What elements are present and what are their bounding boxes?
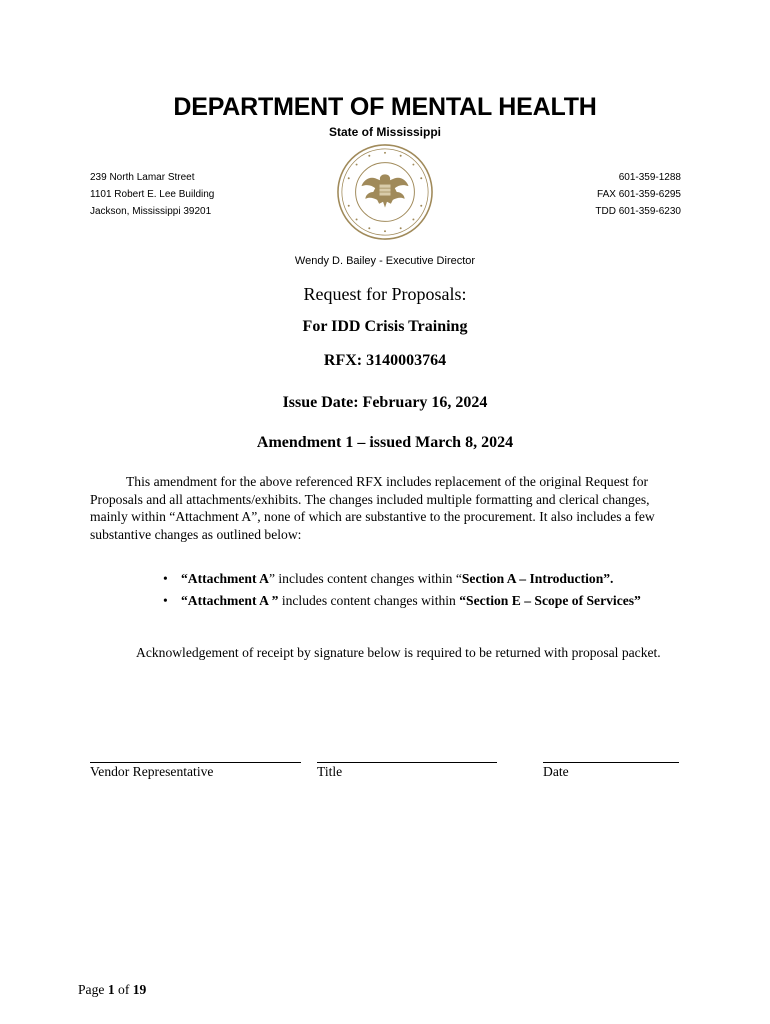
title-signature-line[interactable]: [317, 762, 497, 763]
executive-director: Wendy D. Bailey - Executive Director: [294, 255, 476, 267]
rfx-number: RFX: 3140003764: [323, 352, 447, 369]
issue-date: Issue Date: February 16, 2024: [282, 394, 488, 411]
amendment-heading: Amendment 1 – issued March 8, 2024: [256, 434, 514, 451]
acknowledgement-text: Acknowledgement of receipt by signature below is required to be returned with proposal packet.: [136, 645, 661, 660]
bullet-icon: •: [163, 571, 168, 586]
page-prefix: Page: [78, 982, 108, 997]
vendor-signature-line[interactable]: [90, 762, 301, 763]
state-subtitle: State of Mississippi: [328, 125, 442, 139]
title-label: Title: [317, 764, 343, 779]
changes-list: [163, 568, 663, 612]
page-number: [78, 982, 146, 998]
rfp-heading: Request for Proposals:: [303, 284, 467, 304]
bullet-1-part-b: ” includes content changes within “: [268, 571, 462, 586]
page-current: 1: [107, 982, 115, 997]
address-line-2: 1101 Robert E. Lee Building: [90, 189, 215, 200]
phone-number: 601-359-1288: [618, 172, 681, 183]
tdd-number: TDD 601-359-6230: [595, 206, 681, 217]
vendor-representative-label: Vendor Representative: [90, 764, 214, 779]
state-seal-icon: [336, 143, 434, 241]
bullet-icon: •: [163, 593, 168, 608]
bullet-2-part-b: includes content changes within: [278, 593, 460, 608]
date-label: Date: [543, 764, 569, 779]
bullet-1-part-a: “Attachment A: [181, 571, 269, 586]
list-item: [163, 568, 663, 590]
bullet-2-part-c: “Section E – Scope of Services”: [459, 593, 641, 608]
department-title: DEPARTMENT OF MENTAL HEALTH: [173, 93, 597, 121]
date-signature-line[interactable]: [543, 762, 679, 763]
bullet-2-part-a: “Attachment A ”: [181, 593, 279, 608]
address-line-3: Jackson, Mississippi 39201: [90, 206, 212, 217]
fax-number: FAX 601-359-6295: [597, 189, 681, 200]
amendment-paragraph: [90, 473, 682, 543]
rfp-subject: For IDD Crisis Training: [302, 318, 468, 335]
page-total: 19: [132, 982, 147, 997]
bullet-1-part-c: Section A – Introduction”.: [461, 571, 614, 586]
address-line-1: 239 North Lamar Street: [90, 172, 195, 183]
list-item: [163, 590, 663, 612]
amendment-paragraph-text: This amendment for the above referenced RFX includes replacement of the original Request for Proposals and all attachments/exhibits. The changes included multiple formatting and clerical changes, mainly within “Attachment A”, none of which are substantive to the procurement. It also includes a few substantive changes as outlined below:: [90, 474, 655, 542]
page-of: of: [114, 982, 133, 997]
